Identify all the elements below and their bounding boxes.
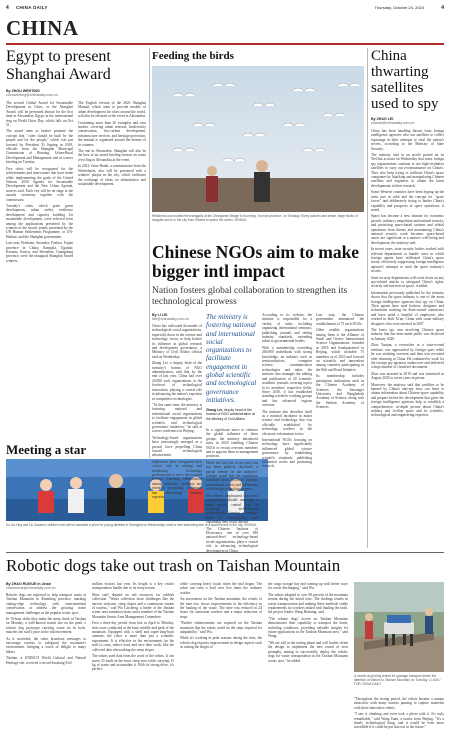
- robot-byline-email[interactable]: zhaoruixue@chinadaily.com.cn: [6, 586, 56, 590]
- ngo-col-3: [262, 313, 312, 546]
- robot-byline-name: By ZHAO RUIXUE in Jinan: [6, 582, 51, 586]
- robot-paragraph: First a three-day period from late in April to Monday, tests were conducted at the base, middle and peak of the mountain. Equipped with a shell and super-long-back cameras, the robot is more than just a scientific experiment. It is effective in the environment for the staff to carry, reduce load, and save their work, like the collected data when taking the steep slopes.: [92, 621, 174, 652]
- egypt-byline: [6, 89, 146, 97]
- ngo-subhead: Nation fosters global collaboration to strengthen its technological prowess: [152, 286, 348, 307]
- issue-date: Thursday, October 24, 2024: [374, 5, 424, 10]
- satellite-paragraph: The latest spy case involving Chinese space industry that has been made public was disclosed in January 2020.: [371, 328, 444, 341]
- robot-paragraph: Robotic dogs are expected to help transport waste at Taishan Mountain in Shandong province, marking cutting-edge technology with environmental conservation at address the growing waste management challenges at the popular scenic spot.: [6, 593, 86, 615]
- satellite-paragraph: Moreover, the ministry said that satellites to be banned by China's anti-spy laws can learn to obtain information about Chinese space capability and prepare before the development that gives the foreign intelligence agencies help to establish a comprehensive, in-depth picture about China's military and civilian space and its scientific, technological and engineering expertise.: [371, 382, 444, 418]
- ngo-col-1: [152, 324, 202, 546]
- ngo-byline: [152, 313, 202, 321]
- section-header: [6, 16, 444, 42]
- robot-byline: [6, 582, 86, 590]
- ngo-paragraph: Authorities have recognized their crucial role in uniting and mobilizing technology professionals to serve the national interest, fostering collaboration among industries, academia and research, promoting exchanges and showcasing industry expertise.: [152, 459, 202, 500]
- robot-photo-caption: A robotic dog being tested for garbage transport drives the attention of visitors to Taishan Mountain on Tuesday. LI JUN / FOR CHINA DAILY: [354, 674, 441, 686]
- page-number-right: 4: [441, 5, 444, 11]
- satellite-byline: [371, 117, 444, 125]
- satellite-paragraph: In recent years, state security bodies worked with relevant departments to handle cases in which foreign agents have infiltrated China's space sector, effectively suppressing foreign intelligence agencies' attempts to steal the space industry's secrets.: [371, 247, 444, 274]
- satellite-paragraph: China has been handling threats from foreign intelligence agencies who use satellites to collect espionage in their attempts to steal the nation's secrets, according to the Ministry of State Security.: [371, 129, 444, 151]
- meeting-title: Meeting a star: [6, 442, 87, 457]
- ngo-paragraph: The release emphasized that these organizations should undertake a more active, central role in fostering technological professionals, forming a stronger sense of sustainability, and expanding their reach abroad.: [206, 493, 258, 525]
- ngo-col-4: [316, 313, 364, 546]
- robot-paragraph: "The robotic dogs' accent on Taishan Mountain demonstrates their capability to transport the loads, including conditions, providing valuable insights for future applications in the Taishan Mountain area," said Wang.: [268, 616, 348, 639]
- ngo-paragraph: Its membership includes prestigious institutions such as the Chinese Academy of Sciences, the Stavanger University and Bangladesh Academy of Science, along with the Serbian Academy of Sciences.: [316, 374, 364, 410]
- robot-paragraph: Taishan, a UNESCO World Cultural and Natural Heritage site, received a record-breaking 8.62: [6, 656, 86, 665]
- ngo-paragraph: With a membership exceeding 200,000 individuals with strong knowledge, an industry such as semiconductors, computer science, communication technologies and radar, the institute also manages the editing and publication of 20 scientific academic journals covering topics in its members' respective fields. Since 2016, it has established standing scientific working groups and has advanced regions overseas.: [262, 345, 312, 408]
- masthead: [6, 4, 444, 14]
- ngo-byline-name: By LI LEI: [152, 313, 168, 317]
- satellite-story: [371, 48, 444, 548]
- pull-quote-text: The ministry is fostering national and international social organizations to facilitate engagement in global scientific and technological governance initiatives.: [206, 313, 257, 404]
- meeting-caption: Xu Jia Ying and Liu Xiaomei, children who will be awarded a prize for young athletes in Shanghai on Wednesday, meet a new swimming star at a sports event in the city. XINHUA: [6, 523, 257, 527]
- feeding-caption: Residents and tourists feed seagulls at the Zhongshan Bridge in Kunming, Yunnan province, on Tuesday. Every autumn and winter, large flocks of seagulls arrive in the city from Siberia to spend the winter. XINHUA: [152, 214, 358, 222]
- satellite-paragraph: Some Western countries have been hyping up the arms race in orbit and the concept for "space forces" and deliberately trying to hinder China's capability and prospects in space operations, it noted.: [371, 190, 444, 212]
- ngo-paragraph: While the full text of the rules has not been publicly disclosed, a partial release on the ministry's website stated that the regulations mandated these NGOs to organize international events and collaborate with foreign technology experts.: [206, 460, 258, 492]
- pull-quote-name: Zhang Lei,: [206, 408, 223, 413]
- satellite-paragraph: Zhao Yunjun, a researcher at a state-owned institute, was approached by foreign spies while he was studying overseas and then was recruited after returning to China. He continued to work for the foreign spy agencies undercover and delivered a large number of classified documents.: [371, 343, 444, 370]
- ngo-paragraph: The institute also describes itself as a national incubator in major science and technology that was officially established by technology workers in the electronic information sector.: [262, 409, 312, 436]
- egypt-byline-name: By ZHOU WENTING: [6, 89, 40, 93]
- ngo-paragraph: Zhang Lei, a deputy head of the ministry's bureau of NGO administration, said that by the end of last year, China had over 24,000 such organizations at the forefront of technological innovation, playing a crucial role in advancing the nation's expertise in competitive technologies.: [152, 361, 202, 401]
- robot-paragraph: "We are still in the testing phase and will further refine the design to implement the new round of tests promptly, aiming to successfully deploy the robotic dogs for waste transportation in the Taishan Mountain scenic area," he added.: [268, 640, 348, 663]
- robot-paragraph: The robots adapted to over 90 percent of the mountain terrain during the initial tests. The findings results in waste transportation and making these methods viable replacements for workers tasked with hauling the trash, the project leader, Wang Haiming, said.: [268, 592, 348, 615]
- ngo-paragraph: "At this same time, the ministry is fostering national and international social organizations to facilitate engagement in global scientific and technological governance initiatives," he said at a news conference in Beijing.: [152, 402, 202, 434]
- satellite-paragraph: State security departments will crack down on any spy-related attacks to safeguard China's rights, security and interests in space, it added.: [371, 275, 444, 289]
- ngo-paragraph: Other notable organizations among them is the Alliance of Saudi and Greece International Science Organizations, founded in 2018 and headquartered in Beijing, which included 75 members as of 2023 and focused on scientific and innovation among countries participating in the Belt and Road Initiative.: [316, 328, 364, 372]
- satellite-body: [371, 129, 444, 418]
- robot-paragraph: "Throughout the testing period, the robots became a unique attraction, with many tourists pausing to capture moments with these innovative robots.: [354, 697, 444, 710]
- robot-paragraph: As it ascended, the robot broadcast messages to encourage tourists to safeguard the mountain's environment, bringing a touch of delight to many hikers.: [6, 636, 86, 654]
- ngo-paragraph: In a significant move to enhance the global influence of these groups, the ministry introduced rules in 2020 enabling Chinese NGOs to recruit overseas members and to appoint them to management positions.: [206, 428, 258, 459]
- ngo-paragraph: China has cultivated thousands of technological social organizations, especially those in the science and technology sector, to help bolster its influence in global research and development governance, a Ministry of Civil Affairs official said on Wednesday.: [152, 324, 202, 359]
- ngo-col-2: [206, 428, 258, 553]
- satellite-byline-email[interactable]: zhaolei@chinadaily.com.cn: [371, 121, 415, 125]
- robot-photo: [354, 582, 444, 672]
- robot-paragraph: million visitors last year. Its height is a key visitor transportation hurdle due to its steep terrain.: [92, 582, 174, 591]
- egypt-paragraph: The English version of the 2023 Shanghai Manual, which aims to provide models of urban development for cities around the world, will also be released at the event in Alexandria.: [78, 101, 146, 119]
- robot-col-3: [180, 582, 262, 743]
- egypt-paragraph: The one in Alexandria, Shanghai will also be the host of an award briefing session on waste recycling in Alexandria at the event.: [78, 149, 146, 162]
- section-title: CHINA: [6, 16, 79, 40]
- satellite-byline-name: By ZHAO LEI: [371, 117, 394, 121]
- robot-col-1: [6, 593, 86, 743]
- ngo-headline[interactable]: Chinese NGOs aim to make bigger intl impact: [152, 242, 360, 281]
- ngo-pull-quote: [206, 313, 258, 423]
- egypt-headline[interactable]: Egypt to present Shanghai Award: [6, 48, 111, 83]
- egypt-byline-email[interactable]: zhouwenting@chinadaily.com.cn: [6, 93, 59, 97]
- egypt-paragraph: Last year, Brisbane, Australia; Fuzhou, Fujian province in China; Kampala, Uganda; Kisumu, Kenya; and Shenzhen, Guangdong province, were the inaugural Shanghai Award winners.: [6, 241, 73, 263]
- feeding-title: Feeding the birds: [152, 50, 234, 62]
- egypt-paragraph: The second Global Award for Sustainable Development in Cities, or the Shanghai Award, will be presented abroad for the first time in Alexandria, Egypt, in the international ring on World Cities Day, which falls on Oct 31.: [6, 101, 73, 128]
- egypt-col-2: [78, 101, 146, 265]
- ngo-paragraph: International NGOs focusing on technology have significantly influenced global science governance by establishing scientific standards, publishing influential works and promoting research.: [262, 437, 312, 469]
- egypt-paragraph: In 2023, Gene Hudai, a commissioner from the Netherlands, also will be presented with a winners' plaque in the city, which facilitates the exchange of ideas on urbanization and sustainable development.: [78, 164, 146, 186]
- robot-paragraph: the cargo storage bay and coming up with better ways for waste discharging," said Wu.: [268, 582, 348, 591]
- ngo-paragraph: Technology-based organizations have increasingly emerged as a pivotal force propelling China toward technological advancement.: [152, 435, 202, 458]
- robot-paragraph: While it's working in peak seasons during the tests, the robotic dog requires improvement in design aspects such as raising the height of: [180, 636, 262, 650]
- ngo-byline-email[interactable]: lilei@chinadaily.com.cn: [152, 317, 190, 321]
- egypt-paragraph: Containing more than 20 examples and case studies, covering urban renewal, biodiversity conservation, low-carbon development, infrastructure services, and heritage protection, the manual is organized around the themes of its winners.: [78, 120, 146, 147]
- satellite-paragraph: Information previously published by the ministry shows that the space industry is one of the areas foreign intelligence agencies that spy on China. Their agents have used hackers, designers and technicians working for State-owned contractors and have spied a handful of employees who worked in both Xi'an, China with some military designers who were arrested in 2007.: [371, 290, 444, 326]
- satellite-paragraph: Space has become a new domain for economic growth, military competition and national security, and protecting space-based systems and orbital operations from threats and maintaining China's national security work becomes space-based assets are significant to a nation's well-being and development, the ministry said.: [371, 214, 444, 245]
- robot-col-4: [268, 582, 348, 743]
- egypt-paragraph: Tuesday's cities, which prize green development, urban safety, resilience development and capacity building for sustainable development, were selected from among the applications presented by the winners of the award, jointly presented by the UN Human Settlements Programme, or UN-Habitat, and the Shanghai government.: [6, 203, 73, 239]
- robot-paragraph: while carrying heavy loads when the trial began. The robot can carry a load over five times the ordinary worker.: [180, 582, 262, 595]
- robot-paragraph: "I saw it climbing and even took a photo with it. It's truly remarkable," said Wang Yuan, a tourist from Beijing. "It's a timely technological thing, and it would be even more incredible if it could be put into use in the future.": [354, 712, 444, 730]
- egypt-paragraph: The award aims to further promote the concept that "cities should be built by the people and for the people," which was put forward by President Xi Jinping in 2019, officials from the Shanghai Municipal Commission of Housing, Urban-Rural Development and Management said at a news briefing on Tuesday.: [6, 129, 73, 165]
- page-number: 4: [6, 5, 9, 11]
- egypt-col-1: [6, 101, 73, 265]
- ngo-paragraph: Last year, the Chinese government announced the establishment of 75 such NGOs.: [316, 313, 364, 326]
- pull-quote-title: deputy head of the bureau of NGO administration at the Ministry of Civil Affairs: [206, 408, 255, 421]
- satellite-paragraph: Zhao was arrested in 2019 and was sentenced in August 2020 to seven years in prison.: [371, 371, 444, 381]
- egypt-story: [6, 48, 146, 440]
- robot-headline[interactable]: Robotic dogs take out trash on Taishan Mountain: [6, 556, 341, 575]
- robot-paragraph: "Further enhancements are required on the Taishan mountain that the robots could do the steps required for adaptability," said Wu.: [180, 621, 262, 635]
- column-divider: [367, 48, 368, 548]
- ngo-paragraph: According to its website, the institute is responsible for a variety of tasks, including organizing international seminars, publishing journals and setting industry standards, extending talent to governmental bodies.: [262, 313, 312, 344]
- satellite-paragraph: The ministry said in an article posted on its WeChat account on Wednesday that some foreign spy organizations continue to use high-resolution satellites to carry out reconnaissance on China's. They also keep trying to infiltrate China's space companies by hijacking and manipulating Chinese satellites and engineers to obtain the latest developments in their research.: [371, 153, 444, 188]
- robot-col-5: [354, 697, 444, 743]
- robot-paragraph: In 10-hour shifts they make the steep climb of Taishan on Monday, a well-known tourist site on the peak, a robotic dog prototype carrying waste on its back, matches the staff's pace in the trial movement.: [6, 617, 86, 635]
- egypt-paragraph: Five cities will be recognized for the achievements and innovations that have made while implementing the goals of the United Nations 2030 Agenda for Sustainable Development and the New Urban Agenda, sources said. Each city will be on stage at the awards ceremony together with the commission.: [6, 166, 73, 202]
- robot-col-2: [92, 582, 174, 743]
- feeding-photo: [152, 66, 364, 212]
- seagulls-photo: [152, 66, 364, 212]
- paper-name: CHINA DAILY: [16, 5, 48, 10]
- robot-dog-photo: [354, 582, 444, 672]
- robot-paragraph: Most staff depend on rail resources for rubbish collection. "Waste collection faces challenges like the narrow staircase, steep slopes and a continuous stream of tourists," said Wu Caicheng, a leader of the Jinshan scenic area sanitation team, and a member of the Taishan Mountain Scenic Area Management Committee.: [92, 592, 174, 619]
- satellite-headline[interactable]: China thwarting satellites used to spy: [371, 48, 439, 112]
- ngo-paragraph: The Chinese Institute of Electronics, one of over 500 national-level technology-based social organizations, plays a crucial role in advancing technological development in China.: [206, 526, 258, 553]
- column-divider: [149, 48, 150, 458]
- robot-paragraph: An assessment on the Taishan mountain, the results of the nine test, shows improvements in the efficiency in the hauling of the waste. The time was reduced in 24 hours for sanitation workers and a major reduction of steps.: [180, 597, 262, 619]
- robot-top-rule: [6, 552, 444, 553]
- section-rule: [6, 43, 444, 45]
- pull-quote-attribution: [206, 408, 258, 421]
- robot-paragraph: The robots used data from the work of the robots. It can move 25 km/h in the most steep area while carrying 15 kg of waste and accumulate it. With its strong drive, it's perfect.: [92, 654, 174, 672]
